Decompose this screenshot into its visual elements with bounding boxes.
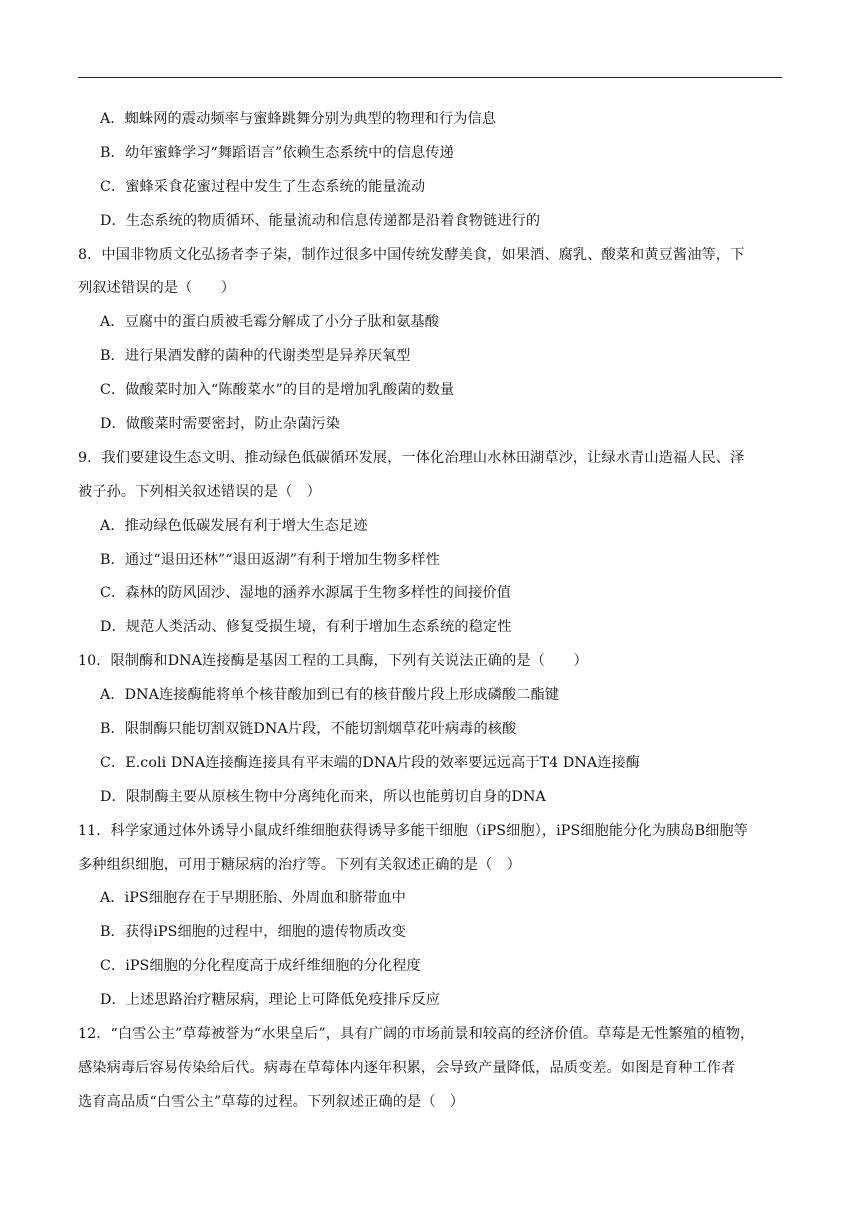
q9-option-c: C．森林的防风固沙、湿地的涵养水源属于生物多样性的间接价值 — [100, 585, 512, 602]
question-8 — [78, 239, 782, 442]
q10-option-d: D．限制酶主要从原核生物中分离纯化而来，所以也能剪切自身的DNA — [100, 788, 546, 805]
q11-option-d: D．上述思路治疗糖尿病，理论上可降低免疫排斥反应 — [100, 992, 441, 1009]
q10-option-c: C．E.coli DNA连接酶连接具有平末端的DNA片段的效率要远远高于T4 DNA连接酶 — [100, 754, 641, 771]
q10-option-b: B．限制酶只能切割双链DNA片段，不能切割烟草花叶病毒的核酸 — [100, 721, 517, 738]
question-10 — [78, 645, 782, 814]
q11-option-b: B．获得iPS细胞的过程中，细胞的遗传物质改变 — [100, 924, 407, 941]
q10-stem-line-1: 10．限制酶和DNA连接酶是基因工程的工具酶，下列有关说法正确的是（ ） — [78, 653, 588, 670]
q12-stem-line-2: 感染病毒后容易传染给后代。病毒在草莓体内逐年积累，会导致产量降低，品质变差。如图是育种工作者 — [78, 1059, 736, 1076]
question-7-options — [78, 103, 782, 239]
q9-option-a: A．推动绿色低碳发展有利于增大生态足迹 — [100, 517, 368, 534]
q8-option-b: B．进行果酒发酵的菌种的代谢类型是异养厌氧型 — [100, 348, 411, 365]
q11-stem-line-2: 多种组织细胞，可用于糖尿病的治疗等。下列有关叙述正确的是（ ） — [78, 856, 521, 873]
q12-stem-line-1: 12．“白雪公主”草莓被誉为“水果皇后”，具有广阔的市场前景和较高的经济价值。草莓是无性繁殖的植物， — [78, 1026, 755, 1043]
question-12 — [78, 1018, 782, 1120]
q12-stem-line-3: 选育高品质“白雪公主”草莓的过程。下列叙述正确的是（ ） — [78, 1093, 465, 1110]
q8-stem-line-1: 8．中国非物质文化弘扬者李子柒，制作过很多中国传统发酵美食，如果酒、腐乳、酸菜和黄豆酱油等，下 — [78, 246, 745, 263]
q11-option-c: C．iPS细胞的分化程度高于成纤维细胞的分化程度 — [100, 958, 421, 975]
q8-option-d: D．做酸菜时需要密封，防止杂菌污染 — [100, 416, 341, 433]
q7-option-b: B．幼年蜜蜂学习“舞蹈语言”依赖生态系统中的信息传递 — [100, 144, 454, 161]
question-sheet — [78, 103, 782, 1120]
q9-option-b: B．通过“退田还林”“退田返湖”有利于增加生物多样性 — [100, 551, 440, 568]
q8-stem-line-2: 列叙述错误的是（ ） — [78, 280, 236, 297]
question-9 — [78, 442, 782, 645]
q7-option-a: A．蜘蛛网的震动频率与蜜蜂跳舞分别为典型的物理和行为信息 — [100, 111, 497, 127]
q11-option-a: A．iPS细胞存在于早期胚胎、外周血和脐带血中 — [100, 890, 406, 907]
header-rule — [78, 77, 782, 78]
q7-option-c: C．蜜蜂采食花蜜过程中发生了生态系统的能量流动 — [100, 178, 426, 195]
q8-option-a: A．豆腐中的蛋白质被毛霉分解成了小分子肽和氨基酸 — [100, 314, 439, 331]
q9-stem-line-2: 被子孙。下列相关叙述错误的是（ ） — [78, 483, 321, 500]
q7-option-d: D．生态系统的物质循环、能量流动和信息传递都是沿着食物链进行的 — [100, 212, 541, 229]
q10-option-a: A．DNA连接酶能将单个核苷酸加到已有的核苷酸片段上形成磷酸二酯键 — [100, 687, 560, 704]
q9-stem-line-1: 9．我们要建设生态文明、推动绿色低碳循环发展，一体化治理山水林田湖草沙，让绿水青山造福人民、泽 — [78, 449, 745, 466]
q11-stem-line-1: 11．科学家通过体外诱导小鼠成纤维细胞获得诱导多能干细胞（iPS细胞），iPS细胞能分化为胰岛B细胞等 — [78, 822, 748, 839]
question-11 — [78, 815, 782, 1018]
q8-option-c: C．做酸菜时加入“陈酸菜水”的目的是增加乳酸菌的数量 — [100, 382, 455, 399]
q9-option-d: D．规范人类活动、修复受损生境，有利于增加生态系统的稳定性 — [100, 619, 512, 636]
